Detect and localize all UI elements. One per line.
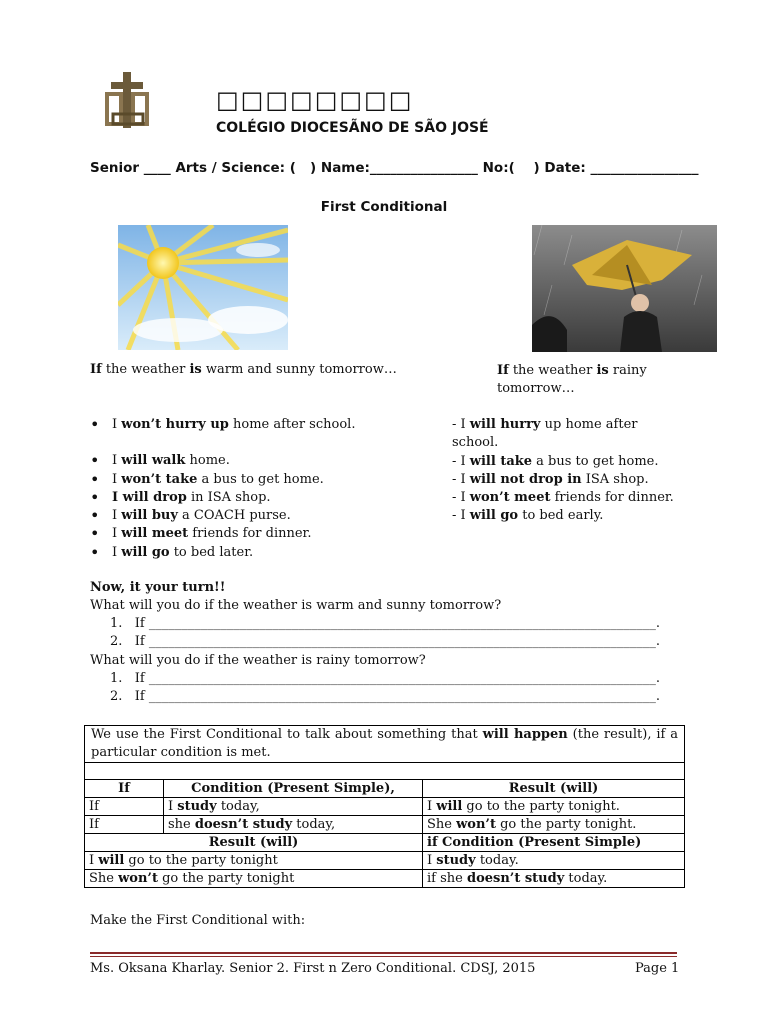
list-item: • I will drop in ISA shop. xyxy=(90,489,355,507)
table-row: If she doesn’t study today, She won’t go the party tonight. xyxy=(85,816,685,834)
table-subheader-row: Result (will) if Condition (Present Simple) xyxy=(85,834,685,852)
list-item: • I won’t take a bus to get home. xyxy=(90,471,355,489)
answer-line[interactable]: 2. If ______________________________________________________________________________. xyxy=(110,634,661,649)
list-item: - I won’t meet friends for dinner. xyxy=(452,490,674,506)
warm-result-list xyxy=(90,416,355,562)
table-row: She won’t go the party tonight if she doesn’t study today. xyxy=(85,870,685,888)
list-item: • I won’t hurry up home after school. xyxy=(90,416,355,434)
page-heading: First Conditional xyxy=(320,199,448,215)
list-item: - I will not drop in ISA shop. xyxy=(452,471,649,487)
list-item: • I will buy a COACH purse. xyxy=(90,507,355,525)
list-item: • I will go to bed later. xyxy=(90,544,355,562)
rule-explanation: We use the First Conditional to talk about something that will happen (the result), if a particular condition is met. xyxy=(85,726,685,763)
rainy-result-list xyxy=(452,416,692,526)
exercise-answers-2 xyxy=(110,670,660,706)
table-row: If I study today, I will go to the party tonight. xyxy=(85,798,685,816)
empty-row xyxy=(85,763,685,780)
exercise-question-1: What will you do if the weather is warm and sunny tomorrow? xyxy=(90,598,502,613)
list-item: - I will go to bed early. xyxy=(452,508,604,524)
footer-divider xyxy=(90,952,677,954)
footer-divider-thin xyxy=(90,956,677,957)
list-item: • I will walk home. xyxy=(90,452,355,470)
exercise-title: Now, it your turn!! xyxy=(90,580,226,595)
title-placeholder-glyphs: □□□□□□□□ xyxy=(216,86,414,114)
answer-line[interactable]: 2. If ______________________________________________________________________________. xyxy=(110,689,661,704)
list-item: - I will take a bus to get home. xyxy=(452,453,659,469)
footer-text: Ms. Oksana Kharlay. Senior 2. First n Zero Conditional. CDSJ, 2015 xyxy=(90,961,536,976)
sunny-sky-image xyxy=(118,225,288,350)
grammar-table xyxy=(84,725,685,888)
rainy-umbrella-image xyxy=(532,225,717,352)
make-instruction: Make the First Conditional with: xyxy=(90,913,306,928)
exercise-answers-1 xyxy=(110,615,660,651)
school-logo-icon xyxy=(103,70,153,130)
page-number: Page 1 xyxy=(635,961,680,976)
table-row: I will go to the party tonight I study today. xyxy=(85,852,685,870)
table-header-row: If Condition (Present Simple), Result (will) xyxy=(85,780,685,798)
warm-condition: If the weather is warm and sunny tomorrow… xyxy=(90,362,397,377)
student-info-line: Senior ____ Arts / Science: ( ) Name:________________ No:( ) Date: ________________ xyxy=(90,160,699,176)
school-name: COLÉGIO DIOCESÃNO DE SÃO JOSÉ xyxy=(216,120,489,136)
list-item: - I will hurry up home after school. xyxy=(452,417,638,451)
rainy-condition: If the weather is rainy tomorrow… xyxy=(497,363,647,397)
exercise-question-2: What will you do if the weather is rainy tomorrow? xyxy=(90,653,426,668)
answer-line[interactable]: 1. If ______________________________________________________________________________. xyxy=(110,671,661,686)
list-item: • I will meet friends for dinner. xyxy=(90,525,355,543)
answer-line[interactable]: 1. If ______________________________________________________________________________. xyxy=(110,616,661,631)
